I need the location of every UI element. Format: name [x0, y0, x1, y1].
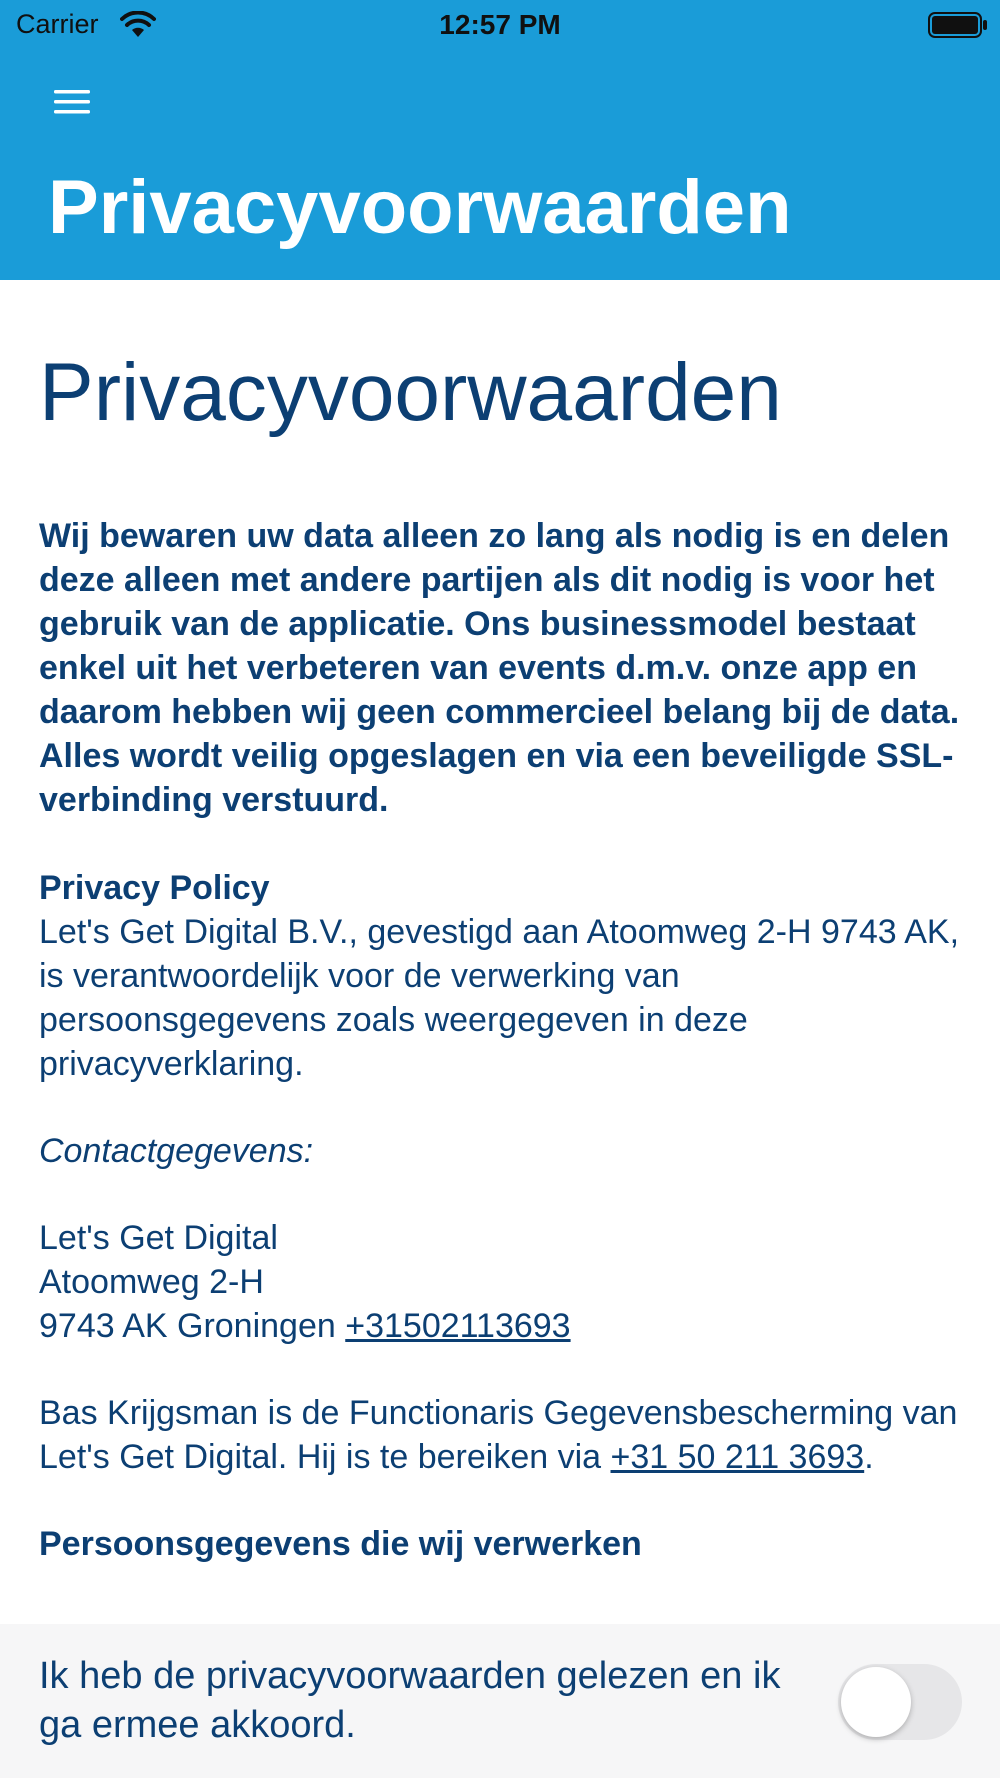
policy-title: Privacy Policy: [39, 869, 270, 907]
intro-text: Wij bewaren uw data alleen zo lang als nodig is en delen deze alleen met andere partijen als dit nodig is voor het gebruik van de applicatie. Ons businessmodel bestaat enkel uit het verbeteren van events d.m.v. onze app en daarom hebben wij geen commercieel belang bij de data. Alles wordt veilig opgeslagen en via een beveiligde SSL-verbinding verstuurd.: [39, 517, 960, 819]
carrier-label: Carrier: [16, 9, 99, 39]
consent-text: Ik heb de privacyvoorwaarden gelezen en ik ga ermee akkoord.: [39, 1655, 781, 1746]
page-title: Privacyvoorwaarden: [48, 165, 792, 250]
content-heading: Privacyvoorwaarden: [39, 347, 782, 438]
next-section-heading: Persoonsgegevens die wij verwerken: [39, 1525, 642, 1563]
hamburger-menu-icon[interactable]: [52, 86, 92, 118]
app-header: [0, 50, 1000, 280]
contact-address: [39, 1216, 974, 1348]
officer-text: Bas Krijgsman is de Functionaris Gegevensbescherming van Let's Get Digital. Hij is te bereiken via: [39, 1394, 958, 1476]
consent-toggle[interactable]: [838, 1664, 962, 1740]
address-line-3: 9743 AK Groningen: [39, 1307, 336, 1345]
policy-text: Let's Get Digital B.V., gevestigd aan Atoomweg 2-H 9743 AK, is verantwoordelijk voor de verwerking van persoonsgegevens zoals weergegeven in deze privacyverklaring.: [39, 913, 960, 1083]
phone-link[interactable]: +31502113693: [345, 1307, 571, 1345]
battery-icon: [928, 12, 988, 38]
privacy-content[interactable]: [39, 280, 974, 1625]
toggle-knob: [841, 1667, 911, 1737]
officer-paragraph: [39, 1391, 974, 1479]
contact-label: Contactgegevens:: [39, 1132, 314, 1170]
consent-footer: [0, 1624, 1000, 1778]
address-line-2: Atoomweg 2-H: [39, 1263, 264, 1301]
address-line-1: Let's Get Digital: [39, 1219, 278, 1257]
status-time: 12:57 PM: [439, 9, 561, 40]
officer-phone-link[interactable]: +31 50 211 3693: [610, 1438, 865, 1476]
officer-suffix: .: [864, 1438, 874, 1476]
status-bar: [0, 0, 1000, 50]
